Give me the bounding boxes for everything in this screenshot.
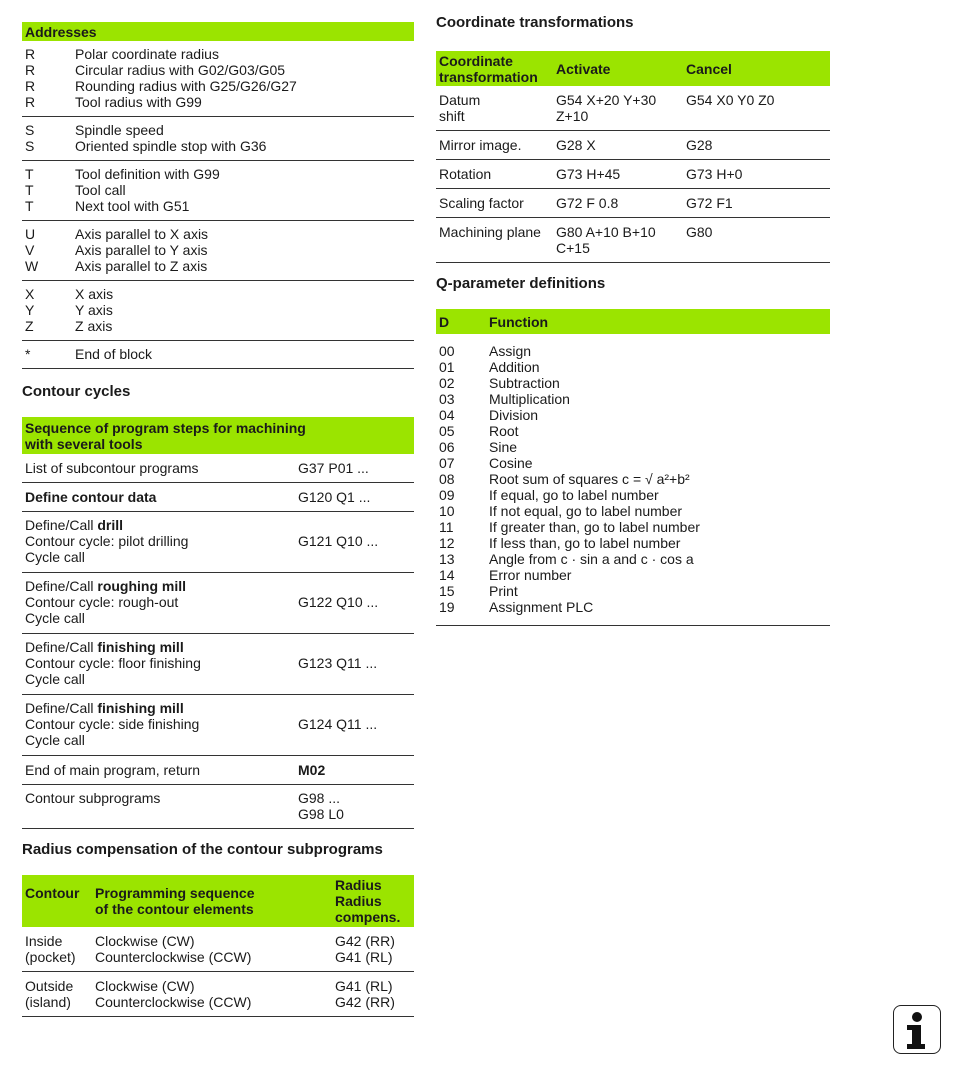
q-code: 04 — [439, 407, 455, 423]
address-description: Spindle speed — [75, 122, 164, 138]
address-description: Axis parallel to Y axis — [75, 242, 208, 258]
q-code: 11 — [439, 519, 454, 535]
address-letter: T — [25, 166, 34, 182]
q-function: Multiplication — [489, 391, 570, 407]
q-function: Assign — [489, 343, 532, 359]
address-row — [25, 302, 414, 318]
contour-cycles-table — [22, 417, 414, 829]
list-item — [439, 599, 827, 615]
q-params-header: D Function — [436, 309, 830, 334]
addresses-groups — [22, 41, 414, 369]
address-row — [25, 242, 414, 258]
address-letter: S — [25, 138, 35, 154]
q-function: Root — [489, 423, 519, 439]
q-params-table — [436, 309, 830, 626]
address-row — [25, 286, 414, 302]
list-item — [439, 359, 827, 375]
address-row — [25, 226, 414, 242]
table-row — [436, 86, 830, 131]
cell-activate: G73 H+45 — [556, 166, 621, 182]
address-letter: * — [25, 346, 31, 362]
table-row: End of main program, return M02 — [22, 756, 414, 785]
address-letter: S — [25, 122, 35, 138]
q-params-title: Q-parameter definitions — [436, 275, 606, 292]
list-item — [439, 407, 827, 423]
list-item — [439, 439, 827, 455]
address-group — [22, 281, 414, 341]
address-letter: R — [25, 94, 36, 110]
q-function: Addition — [489, 359, 540, 375]
q-code: 15 — [439, 583, 455, 599]
list-item — [439, 519, 827, 535]
address-row — [25, 46, 414, 62]
cell-cancel: G80 — [686, 224, 713, 240]
q-code: 12 — [439, 535, 455, 551]
list-item — [439, 551, 827, 567]
table-row: Outside (island) Clockwise (CW) Counterclockwise (CCW) G41 (RL) G42 (RR) — [22, 972, 414, 1017]
table-row: Inside (pocket) Clockwise (CW) Counterclockwise (CCW) G42 (RR) G41 (RL) — [22, 927, 414, 972]
q-function: If equal, go to label number — [489, 487, 659, 503]
address-row — [25, 122, 414, 138]
address-description: Z axis — [75, 318, 113, 334]
address-row — [25, 166, 414, 182]
list-item — [439, 423, 827, 439]
table-row — [436, 160, 830, 189]
q-function: Root sum of squares c = √ a²+b² — [489, 471, 690, 487]
cell-activate: G80 A+10 B+10 C+15 — [556, 224, 656, 256]
address-row — [25, 138, 414, 154]
radius-comp-table — [22, 875, 414, 1017]
list-item — [439, 503, 827, 519]
coord-trans-header: Coordinate transformation Activate Cancel — [436, 51, 830, 86]
info-icon — [893, 1005, 941, 1054]
contour-cycles-header: Sequence of program steps for machining with several tools — [22, 417, 414, 454]
address-description: Oriented spindle stop with G36 — [75, 138, 267, 154]
address-letter: T — [25, 182, 34, 198]
cell-cancel: G28 — [686, 137, 713, 153]
table-row: Define/Call roughing mill Contour cycle: rough-out Cycle call G122 Q10 ... — [22, 573, 414, 634]
cell-cancel: G73 H+0 — [686, 166, 743, 182]
cell-transformation: Mirror image. — [439, 137, 522, 153]
cell-cancel: G72 F1 — [686, 195, 733, 211]
list-item — [439, 535, 827, 551]
addresses-header: Addresses — [22, 22, 414, 41]
list-item — [439, 375, 827, 391]
q-code: 19 — [439, 599, 455, 615]
address-row — [25, 62, 414, 78]
list-item — [439, 343, 827, 359]
q-function: Error number — [489, 567, 572, 583]
address-description: Polar coordinate radius — [75, 46, 219, 62]
left-column — [22, 22, 414, 1017]
table-row — [436, 131, 830, 160]
address-description: End of block — [75, 346, 153, 362]
address-row — [25, 318, 414, 334]
q-code: 09 — [439, 487, 455, 503]
q-function: Angle from c · sin a and c · cos a — [489, 551, 694, 567]
q-function: Sine — [489, 439, 518, 455]
address-letter: T — [25, 198, 34, 214]
address-description: Tool radius with G99 — [75, 94, 202, 110]
address-letter: R — [25, 46, 36, 62]
coord-trans-table — [436, 51, 830, 263]
q-function: Assignment PLC — [489, 599, 594, 615]
radius-comp-title: Radius compensation of the contour subprograms — [22, 841, 383, 858]
coord-trans-title: Coordinate transformations — [436, 14, 634, 31]
address-description: Tool definition with G99 — [75, 166, 220, 182]
address-letter: X — [25, 286, 35, 302]
address-row — [25, 258, 414, 274]
q-code: 01 — [439, 359, 455, 375]
cell-activate: G28 X — [556, 137, 596, 153]
list-item — [439, 391, 827, 407]
q-code: 05 — [439, 423, 455, 439]
address-description: Next tool with G51 — [75, 198, 190, 214]
address-group — [22, 117, 414, 161]
table-row — [436, 189, 830, 218]
table-row: Contour subprograms G98 ... G98 L0 — [22, 785, 414, 829]
cell-activate: G54 X+20 Y+30 Z+10 — [556, 92, 657, 124]
address-group — [22, 41, 414, 117]
q-code: 06 — [439, 439, 455, 455]
q-function: If greater than, go to label number — [489, 519, 700, 535]
address-letter: W — [25, 258, 39, 274]
address-group — [22, 221, 414, 281]
address-description: Circular radius with G02/G03/G05 — [75, 62, 286, 78]
q-function: Cosine — [489, 455, 533, 471]
list-item — [439, 583, 827, 599]
address-row — [25, 182, 414, 198]
table-row — [436, 218, 830, 263]
address-description: Axis parallel to Z axis — [75, 258, 208, 274]
address-letter: U — [25, 226, 36, 242]
coord-trans-rows — [436, 86, 830, 263]
cell-transformation: Scaling factor — [439, 195, 524, 211]
address-description: Tool call — [75, 182, 126, 198]
q-function: Print — [489, 583, 518, 599]
q-code: 03 — [439, 391, 455, 407]
q-params-rows — [436, 334, 830, 626]
right-column — [436, 14, 830, 626]
address-group — [22, 161, 414, 221]
address-description: Y axis — [75, 302, 113, 318]
addresses-table — [22, 22, 414, 369]
address-row — [25, 346, 414, 362]
cell-transformation: Datum shift — [439, 92, 481, 124]
q-code: 14 — [439, 567, 455, 583]
address-description: X axis — [75, 286, 114, 302]
address-group — [22, 341, 414, 369]
q-function: If not equal, go to label number — [489, 503, 683, 519]
address-letter: Z — [25, 318, 34, 334]
table-row: List of subcontour programs G37 P01 ... — [22, 454, 414, 483]
address-description: Rounding radius with G25/G26/G27 — [75, 78, 297, 94]
q-code: 08 — [439, 471, 455, 487]
q-code: 10 — [439, 503, 455, 519]
cell-transformation: Machining plane — [439, 224, 541, 240]
list-item — [439, 487, 827, 503]
table-row: Define contour data G120 Q1 ... — [22, 483, 414, 512]
cell-activate: G72 F 0.8 — [556, 195, 619, 211]
q-code: 13 — [439, 551, 455, 567]
address-description: Axis parallel to X axis — [75, 226, 209, 242]
table-row: Define/Call finishing mill Contour cycle: floor finishing Cycle call G123 Q11 ... — [22, 634, 414, 695]
address-letter: R — [25, 62, 36, 78]
q-code: 02 — [439, 375, 455, 391]
q-code: 07 — [439, 455, 455, 471]
address-letter: Y — [25, 302, 35, 318]
q-function: If less than, go to label number — [489, 535, 681, 551]
address-row — [25, 78, 414, 94]
q-function: Division — [489, 407, 539, 423]
q-function: Subtraction — [489, 375, 560, 391]
list-item — [439, 567, 827, 583]
address-letter: V — [25, 242, 35, 258]
q-code: 00 — [439, 343, 455, 359]
list-item — [439, 471, 827, 487]
address-row — [25, 198, 414, 214]
contour-cycles-title: Contour cycles — [22, 383, 131, 400]
list-item — [439, 455, 827, 471]
address-letter: R — [25, 78, 36, 94]
address-row — [25, 94, 414, 110]
cell-cancel: G54 X0 Y0 Z0 — [686, 92, 775, 108]
table-row: Define/Call drill Contour cycle: pilot drilling Cycle call G121 Q10 ... — [22, 512, 414, 573]
radius-comp-header: Contour Programming sequence of the contour elements Radius Radius compens. — [22, 875, 414, 927]
table-row: Define/Call finishing mill Contour cycle: side finishing Cycle call G124 Q11 ... — [22, 695, 414, 756]
cell-transformation: Rotation — [439, 166, 492, 182]
